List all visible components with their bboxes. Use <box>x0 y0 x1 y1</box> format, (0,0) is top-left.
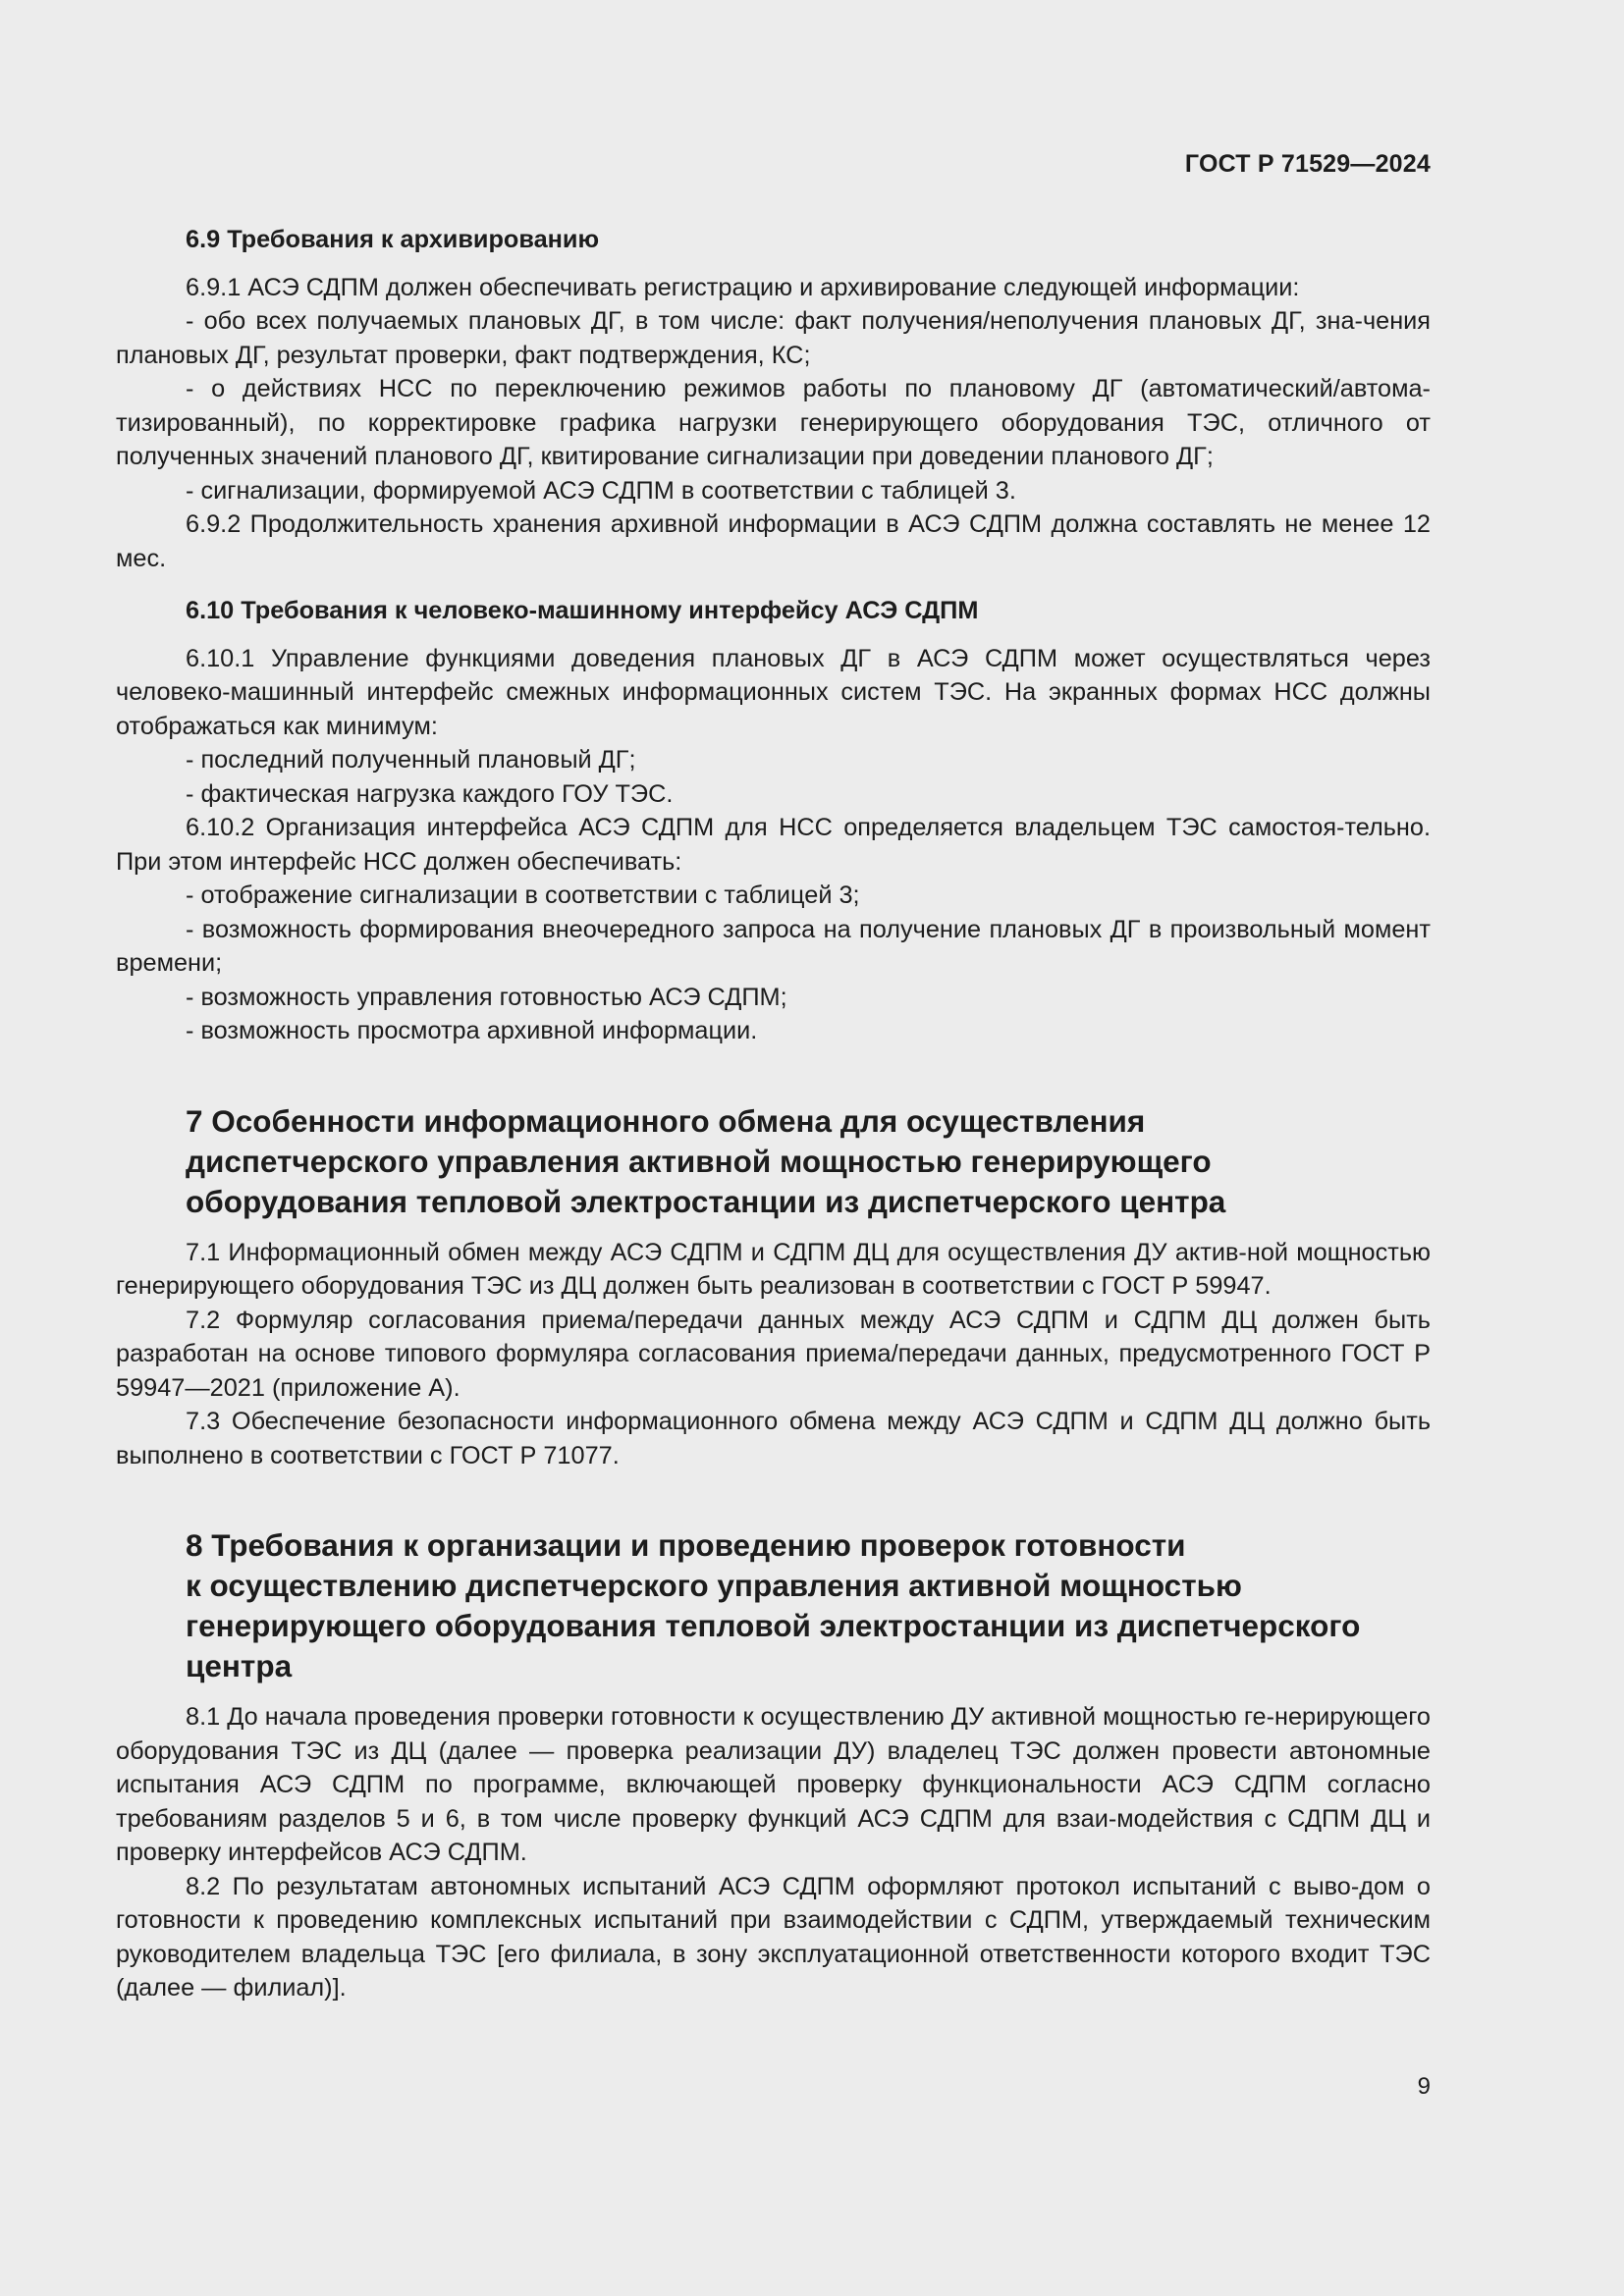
list-item: - возможность формирования внеочередного запроса на получение плановых ДГ в произвольный момент времени; <box>116 915 1431 977</box>
section-7-title-line: диспетчерского управления активной мощностью генерирующего <box>186 1143 1212 1179</box>
paragraph-6-10-1: 6.10.1 Управление функциями доведения плановых ДГ в АСЭ СДПМ может осуществляться через человеко-машинный интерфейс смежных информационных систем ТЭС. На экранных формах НСС должны отображаться как минимум: <box>116 644 1431 740</box>
paragraph-7-2: 7.2 Формуляр согласования приема/передачи данных между АСЭ СДПМ и СДПМ ДЦ должен быть разработан на основе типового формуляра согласования приема/передачи данных, предусмотренного ГОСТ Р 59947—2021 (приложение А). <box>116 1306 1431 1402</box>
list-item: - последний полученный плановый ДГ; <box>186 746 636 774</box>
paragraph-6-10-2: 6.10.2 Организация интерфейса АСЭ СДПМ для НСС определяется владельцем ТЭС самостоя-тельно. При этом интерфейс НСС должен обеспечивать: <box>116 814 1431 876</box>
page-body <box>116 142 1431 2005</box>
paragraph-6-9-2: 6.9.2 Продолжительность хранения архивной информации в АСЭ СДПМ должна составлять не менее 12 мес. <box>116 510 1431 572</box>
list-item: - отображение сигнализации в соответствии с таблицей 3; <box>186 881 860 909</box>
section-6-10-title: 6.10 Требования к человеко-машинному интерфейсу АСЭ СДПМ <box>186 597 979 624</box>
section-7-title-line: оборудования тепловой электростанции из диспетчерского центра <box>186 1183 1226 1219</box>
list-item: - сигнализации, формируемой АСЭ СДПМ в соответствии с таблицей 3. <box>186 476 1016 505</box>
section-8-title-line: к осуществлению диспетчерского управления активной мощностью <box>186 1568 1242 1603</box>
section-8-title-line: 8 Требования к организации и проведению проверок готовности <box>186 1527 1186 1563</box>
paragraph-8-2: 8.2 По результатам автономных испытаний АСЭ СДПМ оформляют протокол испытаний с выво-дом о готовности к проведению комплексных испытаний при взаимодействии с СДПМ, утверждаемый техническим руководителем владельца ТЭС [его филиала, в зону эксплуатационной ответственности которого входит ТЭС (далее — филиал)]. <box>116 1872 1431 2002</box>
paragraph-8-1: 8.1 До начала проведения проверки готовности к осуществлению ДУ активной мощностью ге-нерирующего оборудования ТЭС из ДЦ (далее — проверка реализации ДУ) владелец ТЭС должен провести автономные испытания АСЭ СДПМ по программе, включающей проверку функциональности АСЭ СДПМ согласно требованиям разделов 5 и 6, в том числе проверку функций АСЭ СДПМ для взаи-модействия с СДПМ ДЦ и проверку интерфейсов АСЭ СДПМ. <box>116 1703 1431 1866</box>
list-item: - о действиях НСС по переключению режимов работы по плановому ДГ (автоматический/автома-тизированный), по корректировке графика нагрузки генерирующего оборудования ТЭС, отличного от полученных значений планового ДГ, квитирование сигнализации при доведении планового ДГ; <box>116 375 1431 470</box>
list-item: - фактическая нагрузка каждого ГОУ ТЭС. <box>186 779 674 808</box>
paragraph-7-1: 7.1 Информационный обмен между АСЭ СДПМ и СДПМ ДЦ для осуществления ДУ актив-ной мощностью генерирующего оборудования ТЭС из ДЦ должен быть реализован в соответствии с ГОСТ Р 59947. <box>116 1238 1431 1300</box>
page-number: 9 <box>1417 2073 1431 2100</box>
list-item: - возможность просмотра архивной информации. <box>186 1017 758 1044</box>
section-7-title-line: 7 Особенности информационного обмена для осуществления <box>186 1102 1146 1139</box>
list-item: - обо всех получаемых плановых ДГ, в том числе: факт получения/неполучения плановых ДГ, зна-чения плановых ДГ, результат проверки, факт подтверждения, КС; <box>116 307 1431 369</box>
paragraph-6-9-1: 6.9.1 АСЭ СДПМ должен обеспечивать регистрацию и архивирование следующей информации: <box>186 273 1300 301</box>
section-8-title <box>116 1525 1431 1686</box>
section-7-title <box>116 1101 1431 1222</box>
list-item: - возможность управления готовностью АСЭ СДПМ; <box>186 983 787 1011</box>
section-8-title-line: генерирующего оборудования тепловой электростанции из диспетчерского <box>186 1608 1361 1643</box>
paragraph-7-3: 7.3 Обеспечение безопасности информационного обмена между АСЭ СДПМ и СДПМ ДЦ должно быть выполнено в соответствии с ГОСТ Р 71077. <box>116 1408 1431 1469</box>
section-6-9-title: 6.9 Требования к архивированию <box>186 226 600 253</box>
document-code: ГОСТ Р 71529—2024 <box>1184 150 1431 178</box>
section-8-title-line: центра <box>186 1648 293 1683</box>
